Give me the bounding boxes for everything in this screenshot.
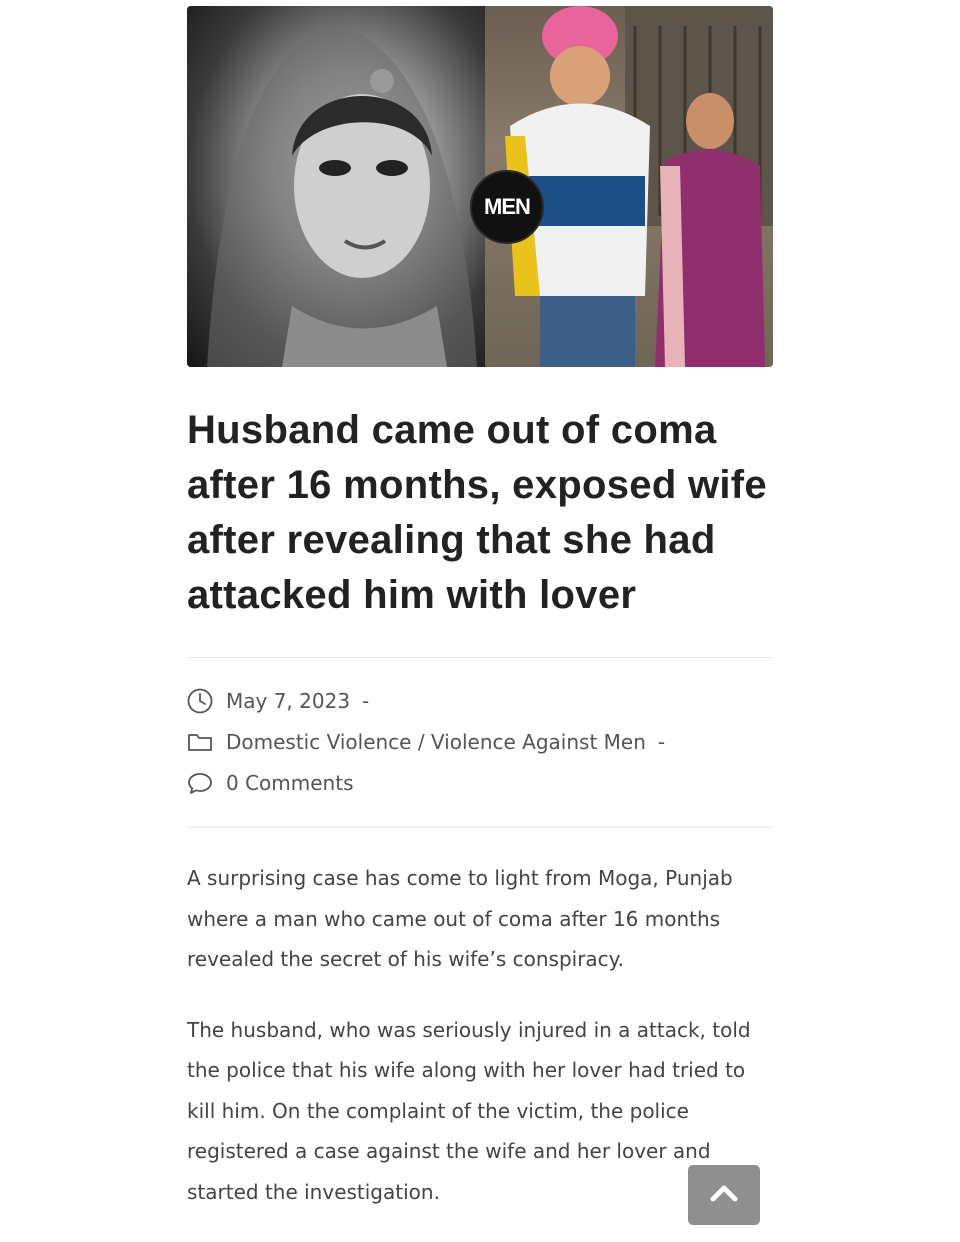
logo-text: MEN <box>484 194 530 219</box>
meta-separator: - <box>362 688 370 713</box>
post-comments-row <box>187 762 773 803</box>
post-categories-link[interactable]: Domestic Violence / Violence Against Men <box>226 729 646 754</box>
post-date: May 7, 2023 <box>226 688 351 713</box>
post-categories-row <box>187 721 773 762</box>
article-body <box>187 858 773 1212</box>
divider <box>187 827 773 828</box>
post-meta <box>187 680 773 803</box>
article-title: Husband came out of coma after 16 months, exposed wife after revealing that she had attacked him with lover <box>187 408 767 617</box>
hero-image <box>187 6 773 367</box>
chevron-up-icon <box>709 1179 739 1209</box>
folder-icon <box>187 729 213 755</box>
clock-icon <box>187 688 213 714</box>
meta-separator: - <box>657 729 666 754</box>
site-logo-badge <box>470 170 544 244</box>
article-paragraph: The husband, who was seriously injured in a attack, told the police that his wife along with her lover had tried to kill him. On the complaint of the victim, the police registered a case against the wife and her lover and started the investigation. <box>187 1017 751 1204</box>
divider <box>187 657 773 658</box>
hero-photo-left <box>187 6 485 367</box>
article-paragraph: A surprising case has come to light from Moga, Punjab where a man who came out of coma after 16 months revealed the secret of his wife’s conspiracy. <box>187 866 733 971</box>
comment-icon <box>187 770 213 796</box>
portrait-illustration <box>187 6 485 367</box>
post-comments-link[interactable]: 0 Comments <box>226 770 354 795</box>
scroll-to-top-button[interactable] <box>688 1165 760 1225</box>
post-date-row <box>187 680 773 721</box>
article <box>187 6 773 1242</box>
